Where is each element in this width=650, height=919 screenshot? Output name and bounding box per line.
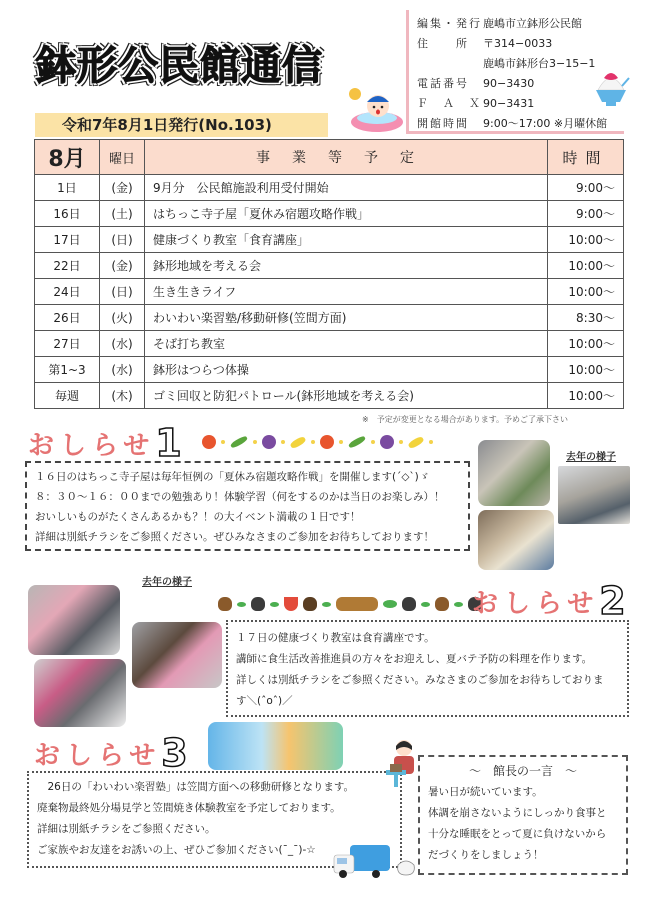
- schedule-header-row: [35, 140, 624, 175]
- row-event: そば打ち教室: [145, 331, 548, 357]
- vegetable-decoration: [202, 435, 433, 449]
- row-event: 鉢形はつらつ体操: [145, 357, 548, 383]
- row-dow: (土): [100, 201, 145, 227]
- row-time: 10:00〜: [548, 383, 624, 409]
- notice-number: 1: [155, 421, 182, 465]
- dot-icon: [311, 440, 315, 444]
- row-date: 第1~3: [35, 357, 100, 383]
- table-row: [35, 253, 624, 279]
- table-row: [35, 227, 624, 253]
- row-time: 10:00〜: [548, 227, 624, 253]
- notice1-line: ８：３０〜１６：００までの勉強あり！体験学習（何をするのかは当日のお楽しみ）！: [35, 491, 445, 503]
- info-value: 鹿嶋市立鉢形公民館: [483, 17, 582, 30]
- director-line: 暑い日が続いています。: [428, 786, 543, 798]
- row-dow: (日): [100, 279, 145, 305]
- director-line: 十分な睡眠をとって夏に負けないから: [428, 828, 607, 840]
- info-label: Ｆ Ａ Ｘ: [417, 97, 482, 110]
- row-date: 24日: [35, 279, 100, 305]
- truck-illustration: [332, 843, 392, 879]
- row-event: 9月分 公民館施設利用受付開始: [145, 175, 548, 201]
- dot-icon: [253, 440, 257, 444]
- table-row: [35, 201, 624, 227]
- row-time: 9:00〜: [548, 201, 624, 227]
- notice1-heading: [28, 421, 182, 465]
- notice2-line: １７日の健康づくり教室は食育講座です。: [236, 632, 435, 644]
- notice2-line: す＼(ˆoˆ)／: [236, 695, 293, 707]
- header-dow: 曜日: [100, 140, 145, 175]
- newsletter-title: 鉢形公民館通信: [36, 43, 323, 89]
- notice1-line: 詳細は別紙チラシをご参照ください。ぜひみなさまのご参加をお待ちしております！: [35, 531, 434, 543]
- row-time: 8:30〜: [548, 305, 624, 331]
- watermelon-icon: [284, 597, 298, 611]
- tomato-icon: [320, 435, 334, 449]
- header-time: 時間: [548, 140, 624, 175]
- header-event: 事業等予定: [145, 140, 548, 175]
- schedule-table: [34, 139, 624, 409]
- director-title: 〜 館長の一言 〜: [468, 764, 577, 778]
- leaf-icon: [454, 602, 463, 607]
- row-date: 毎週: [35, 383, 100, 409]
- photo-kitchen-3: [132, 622, 222, 688]
- notice-number: 2: [599, 579, 626, 623]
- dot-icon: [221, 440, 225, 444]
- notice2-line: 詳しくは別紙チラシをご参照ください。みなさまのご参加をお待ちしておりま: [236, 674, 604, 686]
- row-dow: (金): [100, 175, 145, 201]
- header-month: 8月: [35, 140, 100, 175]
- notice1-line: おいしいものがたくさんあるかも？！の大イベント満載の１日です！: [35, 511, 361, 523]
- row-time: 9:00〜: [548, 175, 624, 201]
- row-dow: (日): [100, 227, 145, 253]
- photo-vegetables: [478, 440, 550, 506]
- corn-icon: [289, 435, 306, 449]
- notice-number: 3: [161, 731, 188, 775]
- stag-beetle-icon: [402, 597, 416, 611]
- dot-icon: [339, 440, 343, 444]
- notice3-line: ご家族やお友達をお誘いの上、ぜひご参加ください(ˉ_ˉ)-☆: [37, 844, 316, 856]
- notice-heading-text: おしらせ: [28, 430, 156, 461]
- info-row-publisher: [417, 13, 624, 33]
- row-time: 10:00〜: [548, 279, 624, 305]
- cucumber-icon: [348, 435, 367, 449]
- row-date: 1日: [35, 175, 100, 201]
- info-label: 住 所: [417, 37, 469, 50]
- info-value: 〒314−0033: [483, 37, 553, 50]
- info-row-hours: [417, 113, 624, 133]
- row-event: 生き生きライフ: [145, 279, 548, 305]
- underwater-illustration: [208, 722, 343, 770]
- leaf-icon: [383, 600, 397, 608]
- photo-classroom: [558, 466, 630, 524]
- dot-icon: [429, 440, 433, 444]
- row-dow: (木): [100, 383, 145, 409]
- leaf-icon: [322, 602, 331, 607]
- eggplant-icon: [380, 435, 394, 449]
- beetle-icon: [303, 597, 317, 611]
- row-event: わいわい楽習塾/移動研修(笠間方面): [145, 305, 548, 331]
- leaf-icon: [237, 602, 246, 607]
- corn-icon: [407, 435, 424, 449]
- notice3-heading: [34, 731, 188, 775]
- cucumber-icon: [230, 435, 249, 449]
- stag-beetle-icon: [251, 597, 265, 611]
- beetle-icon: [218, 597, 232, 611]
- photo-caption-last-year: 去年の様子: [142, 577, 192, 588]
- director-line: だづくりをしましょう！: [428, 849, 544, 861]
- director-line: 体調を崩さないようにしっかり食事と: [428, 807, 607, 819]
- photo-cooking: [478, 510, 554, 570]
- notice-heading-text: おしらせ: [34, 740, 162, 771]
- notice2-line: 講師に食生活改善推進員の方々をお迎えし、夏バテ予防の料理を作ります。: [236, 653, 593, 665]
- info-label: 開館時間: [417, 117, 469, 130]
- photo-caption-last-year: 去年の様子: [566, 452, 616, 463]
- notice-heading-text: おしらせ: [472, 588, 600, 619]
- notice3-line: 廃棄物最終処分場見学と笠間焼き体験教室を予定しております。: [37, 802, 341, 814]
- leaf-icon: [421, 602, 430, 607]
- insect-decoration: [218, 597, 482, 611]
- row-date: 27日: [35, 331, 100, 357]
- row-date: 26日: [35, 305, 100, 331]
- row-dow: (金): [100, 253, 145, 279]
- schedule-change-note: ※ 予定が変更となる場合があります。予めご了承下さい: [362, 415, 569, 424]
- info-value: 90−3430: [483, 76, 535, 90]
- info-label: 編集・発行: [417, 17, 482, 30]
- info-value: 90−3431: [483, 96, 535, 110]
- table-row: [35, 331, 624, 357]
- notice1-box: [25, 461, 470, 551]
- row-event: 健康づくり教室「食育講座」: [145, 227, 548, 253]
- issue-date: 令和7年8月1日発行(No.103): [62, 116, 272, 134]
- photo-kitchen-2: [34, 659, 126, 727]
- row-time: 10:00〜: [548, 253, 624, 279]
- row-event: 鉢形地域を考える会: [145, 253, 548, 279]
- photo-kitchen-1: [28, 585, 120, 655]
- table-row: [35, 305, 624, 331]
- leaf-icon: [270, 602, 279, 607]
- dot-icon: [281, 440, 285, 444]
- info-value: 9:00〜17:00 ※月曜休館: [483, 117, 608, 130]
- info-row-address: [417, 33, 624, 53]
- pool-child-illustration: [345, 84, 405, 134]
- shaved-ice-illustration: [592, 68, 630, 112]
- notice3-line: 26日の「わいわい楽習塾」は笠間方面への移動研修となります。: [37, 781, 355, 793]
- beetle-icon: [435, 597, 449, 611]
- row-event: ゴミ回収と防犯パトロール(鉢形地域を考える会): [145, 383, 548, 409]
- notice2-box: [226, 620, 629, 717]
- row-date: 22日: [35, 253, 100, 279]
- row-event: はちっこ寺子屋「夏休み宿題攻略作戦」: [145, 201, 548, 227]
- table-row: [35, 175, 624, 201]
- row-dow: (水): [100, 331, 145, 357]
- table-row: [35, 383, 624, 409]
- notice1-line: １６日のはちっこ寺子屋は毎年恒例の「夏休み宿題攻略作戦」を開催します(ˊ◇ˋ)ゞ: [35, 471, 430, 483]
- garbage-bag-illustration: [395, 855, 417, 877]
- row-time: 10:00〜: [548, 357, 624, 383]
- row-dow: (水): [100, 357, 145, 383]
- row-date: 17日: [35, 227, 100, 253]
- tomato-icon: [202, 435, 216, 449]
- eggplant-icon: [262, 435, 276, 449]
- log-icon: [336, 597, 378, 611]
- dot-icon: [399, 440, 403, 444]
- director-message-box: [418, 755, 628, 875]
- pottery-person-illustration: [384, 738, 420, 790]
- notice3-line: 詳細は別紙チラシをご参照ください。: [37, 823, 216, 835]
- info-label: 電話番号: [417, 77, 469, 90]
- row-date: 16日: [35, 201, 100, 227]
- table-row: [35, 279, 624, 305]
- notice2-heading: [472, 579, 626, 623]
- table-row: [35, 357, 624, 383]
- dot-icon: [371, 440, 375, 444]
- row-dow: (火): [100, 305, 145, 331]
- info-value: 鹿嶋市鉢形台3−15−1: [483, 57, 596, 70]
- row-time: 10:00〜: [548, 331, 624, 357]
